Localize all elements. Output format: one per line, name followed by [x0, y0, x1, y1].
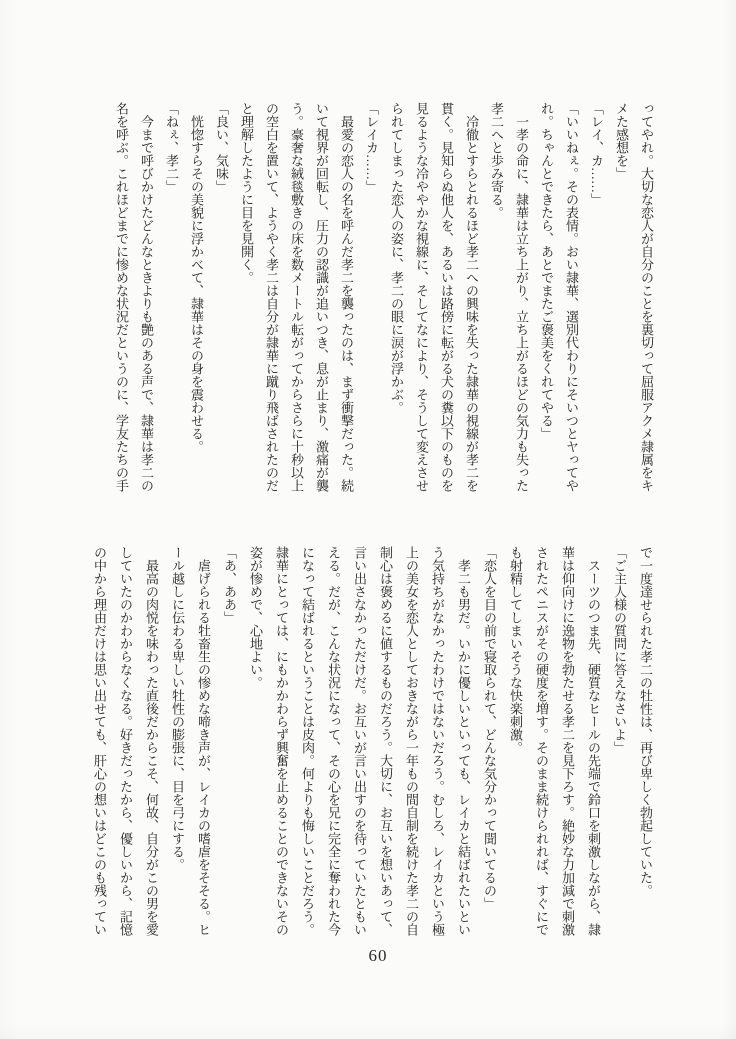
paragraph: 「ねぇ、孝二」: [164, 102, 179, 193]
paragraph: 最愛の恋人の名を呼んだ孝二を襲ったのは、まず衝撃だった。続いて視界が回転し、圧力の認識が追いつき、息が止まり、激痛が襲う。豪奢な絨毯敷きの床を数メートル転がってからさらに十秒以上の空白を置いて、ようやく孝二は自分が隷華に蹴り飛ばされたのだと理解したように目を見開く。: [239, 102, 354, 492]
text-block-bottom: [86, 546, 658, 937]
paragraph: 一孝の命に、隷華は立ち上がり、立ち上がるほどの気力も失った孝二へと歩み寄る。: [489, 102, 529, 492]
paragraph: スーツのつま先、硬質なヒールの先端で鈴口を刺激しながら、隷華は仰向けに逸物を勃たせる孝二を見下ろす。絶妙な力加減で刺激されたペニスがその硬度を増す。そのまま続けられれば、すぐにでも射精してしまいそうな快楽刺激。: [508, 546, 601, 936]
paragraph: 恍惚すらその美貌に浮かべて、隷華はその身を震わせる。: [189, 115, 204, 453]
paragraph: 「いいねぇ。その表情。おい隷華、選別代わりにそいつとヤってやれ。ちゃんとできたら、あとでまたご褒美をくれてやる」: [539, 102, 579, 492]
paragraph: で一度達せられた孝二の牡性は、再び卑しく勃起していた。: [638, 546, 653, 897]
paragraph: 「良い、気味」: [214, 102, 229, 193]
paragraph: 「恋人を目の前で寝取られて、どんな気分かって聞いてるの」: [482, 546, 497, 910]
paragraph: 最高の肉悦を味わった直後だからこそ、何故、自分がこの男を愛していたのかわからなくなる。好きだったから、優しいから、記憶の中から理由だけは思い出せても、肝心の想いはどこのも残ってい: [92, 546, 159, 936]
page-number: 60: [368, 946, 388, 965]
paragraph: 「レイカ……」: [364, 102, 379, 193]
paragraph: 虐げられる牡畜生の惨めな啼き声が、レイカの嗜虐をそそる。ヒール越しに伝わる卑しい牡性の膨張に、目を弓にする。: [170, 546, 211, 936]
text-block-top: [109, 102, 659, 493]
paragraph: 冷徹とすらとれるほど孝二への興味を失った隷華の視線が孝二を貫く。見知らぬ他人を、あるいは路傍に転がる犬の糞以下のものを見るような冷ややかな視線に、そしてなにより、そうして変えさせられてしまった恋人の姿に、孝二の眼に涙が浮かぶ。: [389, 102, 479, 492]
paragraph: ってやれ。大切な恋人が自分のことを裏切って屈服アクメ隷属をキメた感想を」: [614, 102, 654, 492]
paragraph: 「あ、ああ」: [222, 546, 237, 624]
paragraph: 孝二も男だ。いかに優しいといっても、レイカと結ばれたいという気持ちがなかったわけではないだろう。むしろ、レイカという極上の美女を恋人としておきながら一年もの間自制を続けた孝二の自制心は褒めるに値するものだろう。大切に、お互いを想いあって、言い出さなかっただけだ。お互いが言い出すのを待っていたともいえる。だが、こんな状況になって、その心を兄に完全に奪われた今になって結ばれるということは皮肉。何よりも悔しいことだろう。隷華にとっては、にもかかわらず興奮を止めることのできないその姿が惨めで、心地よい。: [248, 546, 471, 936]
paragraph: 「ご主人様の質問に答えなさいよ」: [612, 546, 627, 754]
paragraph: 「レイ、カ……」: [589, 102, 604, 206]
paragraph: 今まで呼びかけたどんなときよりも艶のある声で、隷華は孝二の名を呼ぶ。これほどまでに惨めな状況だというのに、学友たちの手: [114, 102, 154, 492]
